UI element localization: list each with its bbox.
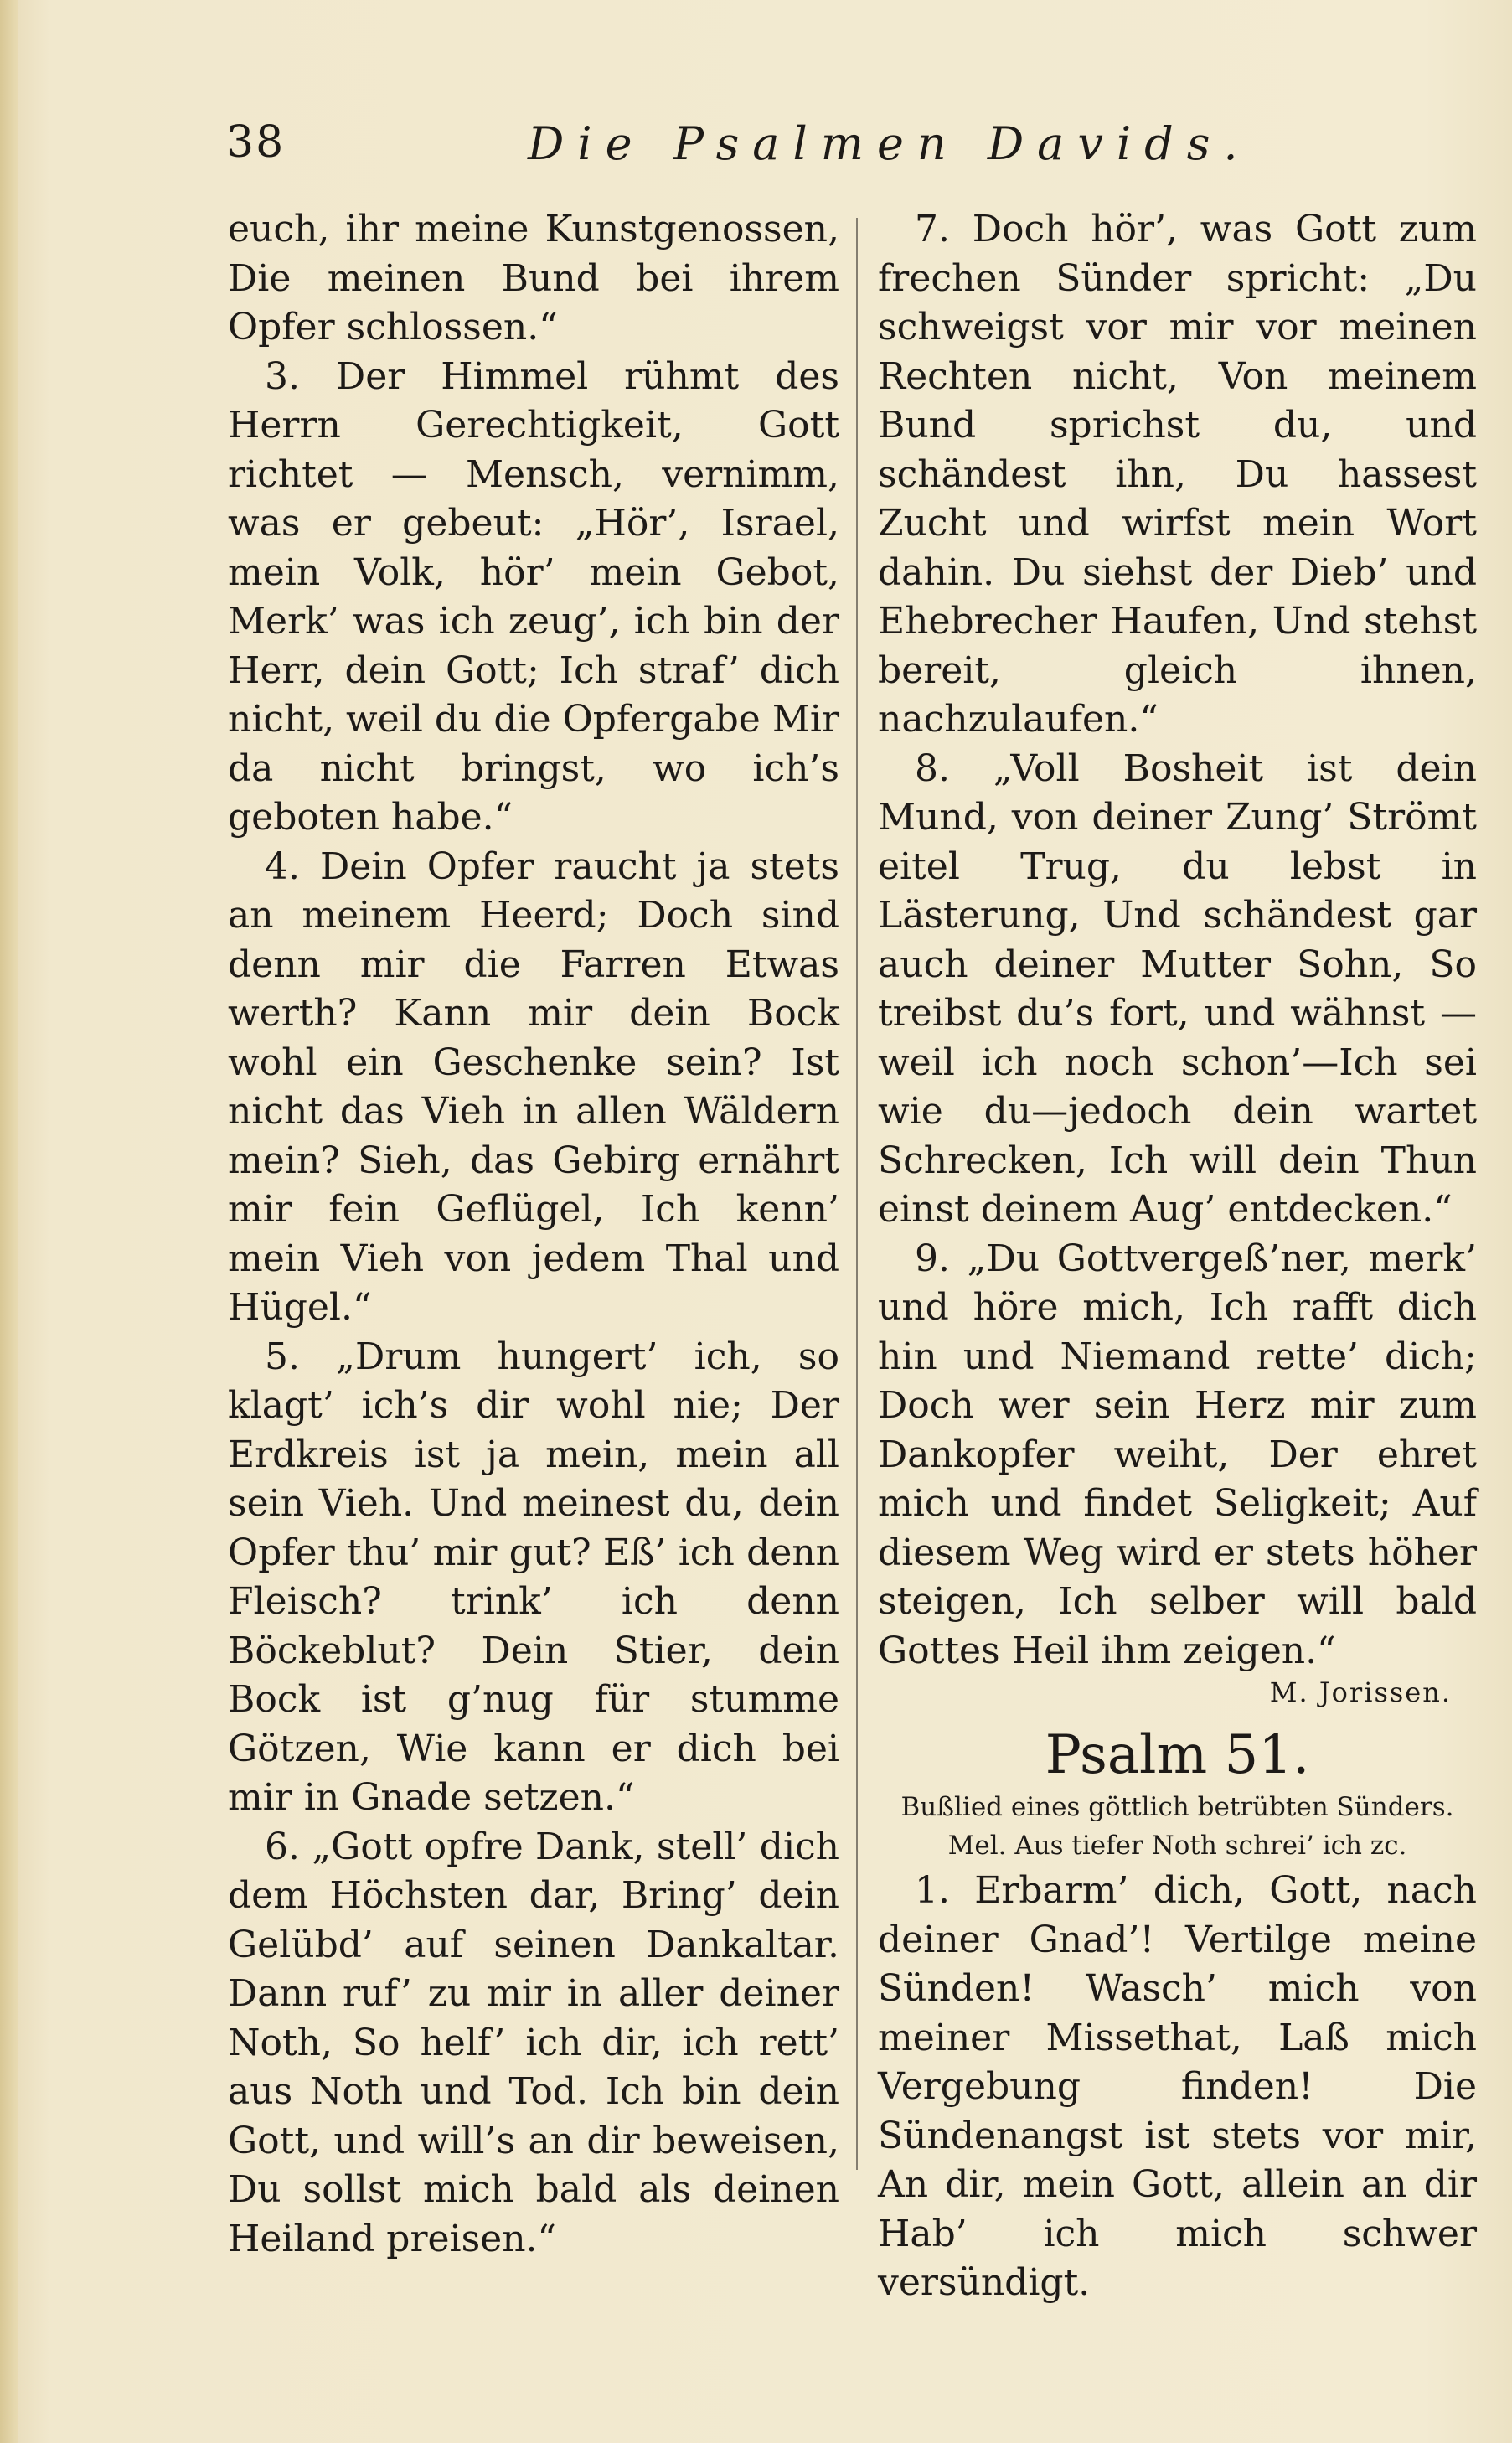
left-column <box>228 205 839 2264</box>
page-binding-edge <box>0 0 18 2443</box>
psalm-subtitle: Bußlied eines göttlich betrübten Sünders. <box>900 1792 1454 1822</box>
verse-8: 8. „Voll Bosheit ist dein Mund, von deiner Zung’ Strömt eitel Trug, du lebst in Lästerung, Und schändest gar auch deiner Mutter Sohn, So treibst du’s fort, und wähnst — weil ich noch schon’—Ich sei wie du—jedoch dein wartet Schrecken, Ich will dein Thun einst deinem Aug’ entdecken.“ <box>878 746 1477 1231</box>
page-header <box>226 117 1483 184</box>
right-column <box>878 205 1477 2308</box>
verse-5: 5. „Drum hungert’ ich, so klagt’ ich’s dir wohl nie; Der Erdkreis ist ja mein, mein all sein Vieh. Und meinest du, dein Opfer thu’ mir gut? Eß’ ich denn Fleisch? trink’ ich denn Böckeblut? Dein Stier, dein Bock ist g’nug für stumme Götzen, Wie kann er dich bei mir in Gnade setzen.“ <box>228 1335 839 1819</box>
verse-4: 4. Dein Opfer raucht ja stets an meinem Heerd; Doch sind denn mir die Farren Etwas werth? Kann mir dein Bock wohl ein Geschenke sein? Ist nicht das Vieh in allen Wäldern mein? Sieh, das Gebirg ernährt mir fein Geflügel, Ich kenn’ mein Vieh von jedem Thal und Hügel.“ <box>228 844 839 1329</box>
verse-9: 9. „Du Gottvergeß’ner, merk’ und höre mich, Ich rafft dich hin und Niemand rette’ dich; Doch wer sein Herz mir zum Dankopfer weiht, Der ehret mich und findet Seligkeit; Auf diesem Weg wird er stets höher steigen, Ich selber will bald Gottes Heil ihm zeigen.“ <box>878 1237 1477 1672</box>
psalm-title: Psalm 51. <box>1045 1724 1310 1786</box>
melody-line: Mel. Aus tiefer Noth schrei’ ich zc. <box>947 1831 1407 1861</box>
verse-7: 7. Doch hör’, was Gott zum frechen Sünder spricht: „Du schweigst vor mir vor meinen Rechten nicht, Von meinem Bund sprichst du, und schändest ihn, Du hassest Zucht und wirfst mein Wort dahin. Du siehst der Dieb’ und Ehebrecher Haufen, Und stehst bereit, gleich ihnen, nachzulaufen.“ <box>878 208 1477 741</box>
verse-6: 6. „Gott opfre Dank, stell’ dich dem Höchsten dar, Bring’ dein Gelübd’ auf seinen Dankaltar. Dann ruf’ zu mir in aller deiner Noth, So helf’ ich dir, ich rett’ aus Noth und Tod. Ich bin dein Gott, und will’s an dir beweisen, Du sollst mich bald als deinen Heiland preisen.“ <box>228 1825 839 2260</box>
psalm-51-verse-1: 1. Erbarm’ dich, Gott, nach deiner Gnad’! Vertilge meine Sünden! Wasch’ mich von meiner Missethat, Laß mich Vergebung finden! Die Sündenangst ist stets vor mir, An dir, mein Gott, allein an dir Hab’ ich mich schwer versündigt. <box>878 1869 1477 2304</box>
author-attribution: M. Jorissen. <box>1269 1676 1452 1708</box>
running-head: Die Psalmen Davids. <box>528 117 1251 170</box>
column-divider <box>856 218 858 2170</box>
page-number: 38 <box>226 117 286 168</box>
verse-3: 3. Der Himmel rühmt des Herrn Gerechtigkeit, Gott richtet — Mensch, vernimm, was er gebeut: „Hör’, Israel, mein Volk, hör’ mein Gebot, Merk’ was ich zeug’, ich bin der Herr, dein Gott; Ich straf’ dich nicht, weil du die Opfergabe Mir da nicht bringst, wo ich’s geboten habe.“ <box>228 354 839 839</box>
verse-continuation: euch, ihr meine Kunstgenossen, Die meinen Bund bei ihrem Opfer schlossen.“ <box>228 208 839 349</box>
